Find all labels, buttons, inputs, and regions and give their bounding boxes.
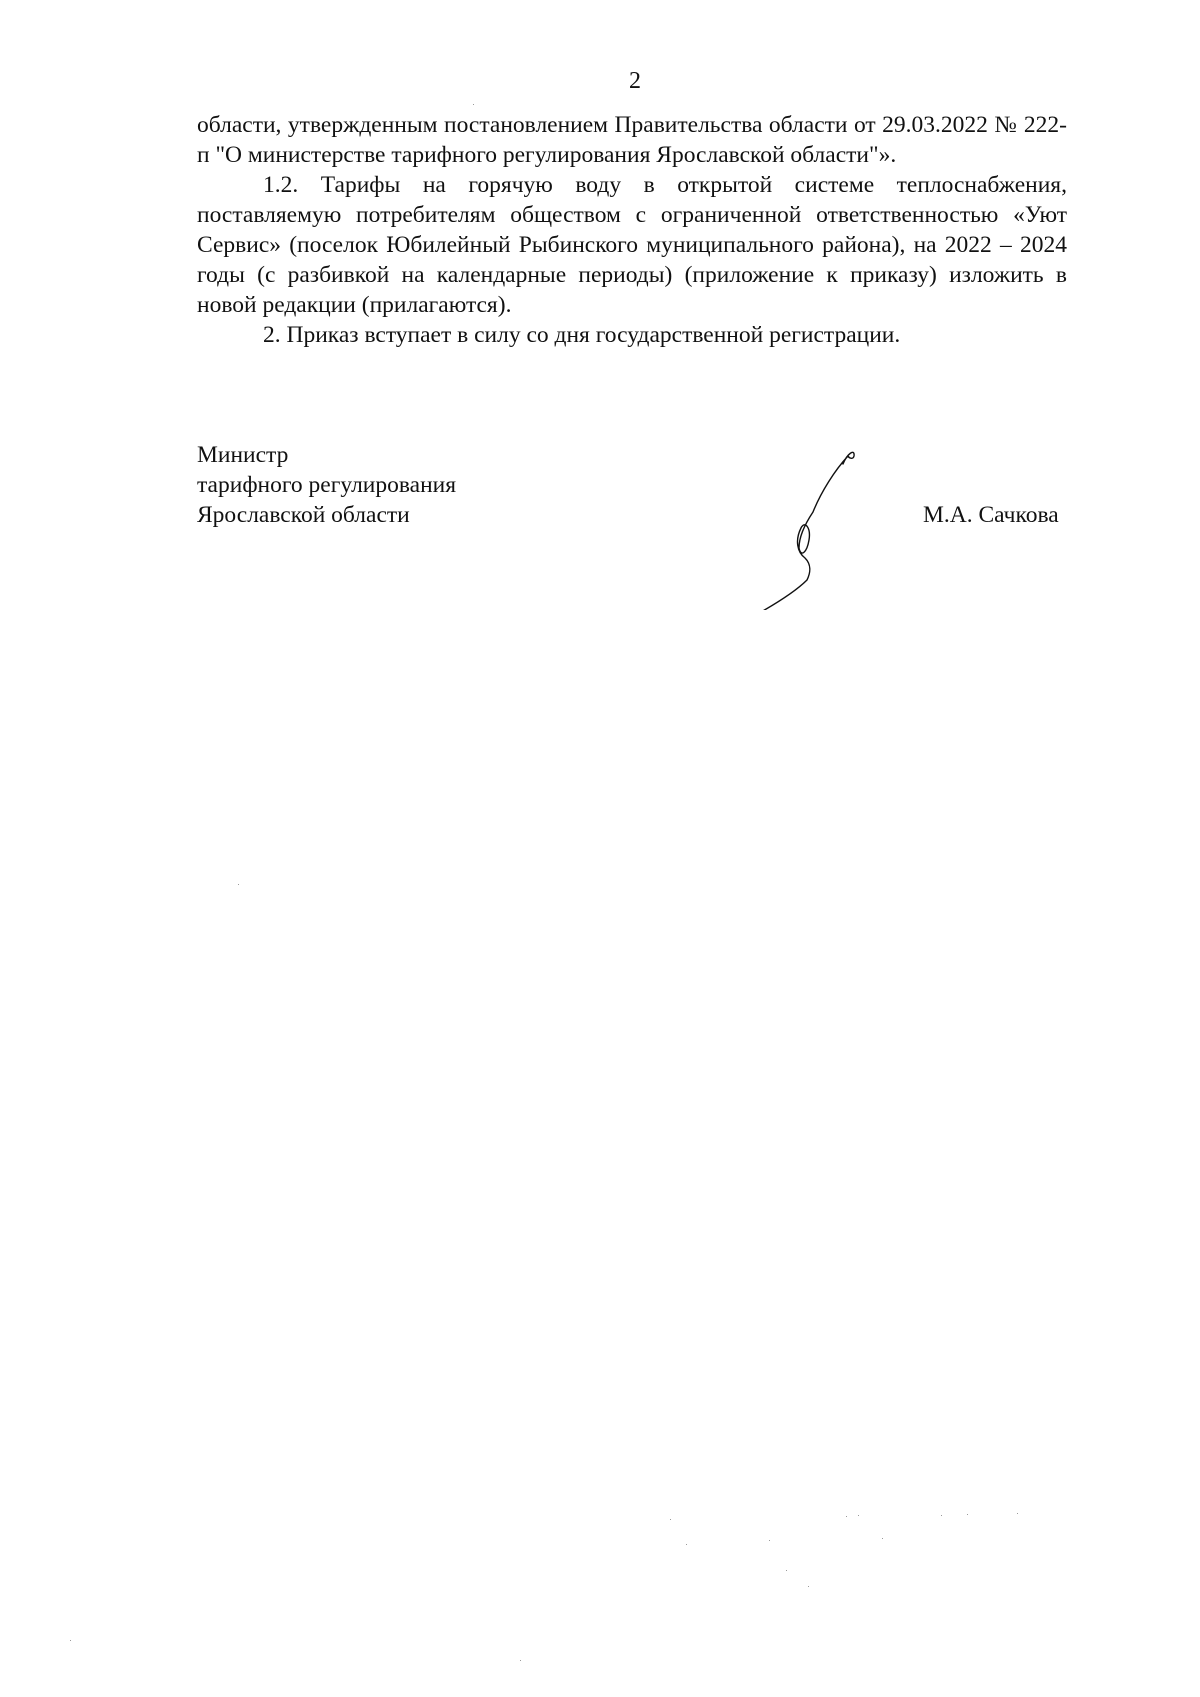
signatory-position-line-3: Ярославской области	[197, 502, 410, 528]
signatory-position-line-2: тарифного регулирования	[197, 472, 457, 498]
paragraph-item-1-2: 1.2. Тарифы на горячую воду в открытой системе теплоснабжения, поставляемую потребителям обществом с ограниченной ответственностью «Уют Сервис» (поселок Юбилейный Рыбинского муниципального района), на 2022 – 2024 годы (с разбивкой на календарные периоды) (приложение к приказу) изложить в новой редакции (прилагаются).	[197, 172, 1067, 318]
paragraph-continuation: области, утвержденным постановлением Правительства области от 29.03.2022 № 222-п "О министерстве тарифного регулирования Ярославской области"».	[197, 112, 1067, 168]
signer-name: М.А. Сачкова	[923, 502, 1059, 528]
scan-speck	[786, 1570, 787, 1571]
scan-speck	[967, 1514, 968, 1515]
scan-speck	[769, 1540, 770, 1541]
scan-speck	[941, 1515, 942, 1516]
page-number: 2	[629, 68, 641, 94]
document-body	[197, 110, 1067, 350]
scan-speck	[882, 1538, 883, 1539]
handwritten-signature-icon	[755, 440, 875, 610]
scan-speck	[858, 1515, 859, 1516]
scan-speck	[473, 104, 474, 105]
scan-speck	[670, 1519, 671, 1520]
scan-speck	[686, 1544, 687, 1545]
scan-speck	[70, 1640, 71, 1641]
scan-speck	[520, 1660, 521, 1661]
signatory-position	[197, 440, 497, 530]
paragraph-item-2: 2. Приказ вступает в силу со дня государственной регистрации.	[263, 322, 901, 348]
scan-speck	[238, 884, 239, 885]
scan-speck	[846, 1516, 847, 1517]
signatory-position-line-1: Министр	[197, 442, 289, 468]
scan-speck	[808, 1586, 809, 1587]
scan-speck	[1017, 1513, 1018, 1514]
